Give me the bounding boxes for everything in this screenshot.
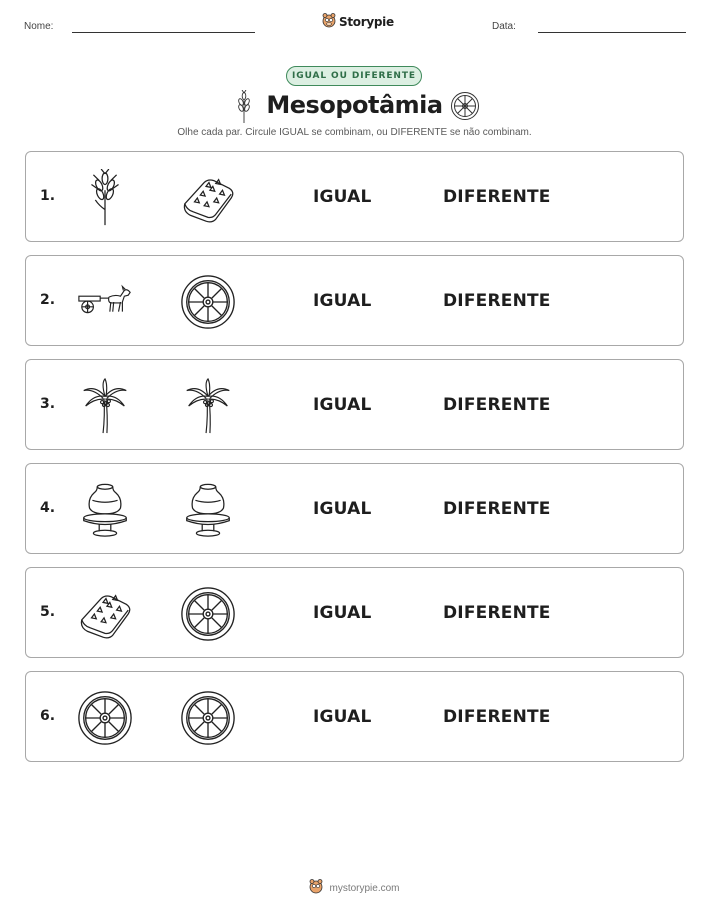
brand-name: Storypie [339, 15, 394, 29]
option-igual[interactable]: IGUAL [313, 603, 372, 623]
name-label: Nome: [24, 21, 54, 32]
wheel-icon [179, 585, 237, 643]
pottery-wheel-icon [76, 481, 134, 539]
activity-type-badge: IGUAL OU DIFERENTE [286, 66, 422, 86]
option-diferente[interactable]: DIFERENTE [443, 187, 551, 207]
option-diferente[interactable]: DIFERENTE [443, 291, 551, 311]
wheel-icon [76, 689, 134, 747]
exercise-row [25, 255, 684, 346]
date-label: Data: [492, 21, 516, 32]
row-number: 6. [40, 708, 56, 724]
footer [0, 878, 709, 898]
title-row [0, 88, 709, 128]
wheel-icon [179, 689, 237, 747]
wheel-icon [179, 273, 237, 331]
instructions: Olhe cada par. Circule IGUAL se combinam, ou DIFERENTE se não combinam. [177, 127, 532, 138]
option-igual[interactable]: IGUAL [313, 395, 372, 415]
exercise-row [25, 463, 684, 554]
row-number: 4. [40, 500, 56, 516]
option-diferente[interactable]: DIFERENTE [443, 603, 551, 623]
storypie-mascot-icon [309, 878, 323, 898]
worksheet-header [0, 0, 709, 50]
pottery-wheel-icon [179, 481, 237, 539]
exercise-row [25, 567, 684, 658]
wheel-icon [450, 91, 480, 125]
exercise-row [25, 671, 684, 762]
option-diferente[interactable]: DIFERENTE [443, 395, 551, 415]
row-number: 1. [40, 188, 56, 204]
exercise-row [25, 151, 684, 242]
palm-tree-icon [179, 377, 237, 435]
exercise-row [25, 359, 684, 450]
option-igual[interactable]: IGUAL [313, 291, 372, 311]
option-igual[interactable]: IGUAL [313, 707, 372, 727]
row-number: 3. [40, 396, 56, 412]
horse-cart-icon [76, 273, 134, 331]
palm-tree-icon [76, 377, 134, 435]
clay-tablet-icon [76, 585, 134, 643]
option-diferente[interactable]: DIFERENTE [443, 499, 551, 519]
row-number: 2. [40, 292, 56, 308]
option-diferente[interactable]: DIFERENTE [443, 707, 551, 727]
date-line [538, 32, 686, 33]
option-igual[interactable]: IGUAL [313, 187, 372, 207]
page-title: Mesopotâmia [266, 91, 443, 119]
clay-tablet-icon [179, 169, 237, 227]
brand-logo [322, 12, 394, 32]
row-number: 5. [40, 604, 56, 620]
storypie-mascot-icon [322, 12, 336, 32]
name-line [72, 32, 255, 33]
wheat-icon [76, 169, 134, 227]
footer-url: mystorypie.com [329, 882, 400, 894]
option-igual[interactable]: IGUAL [313, 499, 372, 519]
